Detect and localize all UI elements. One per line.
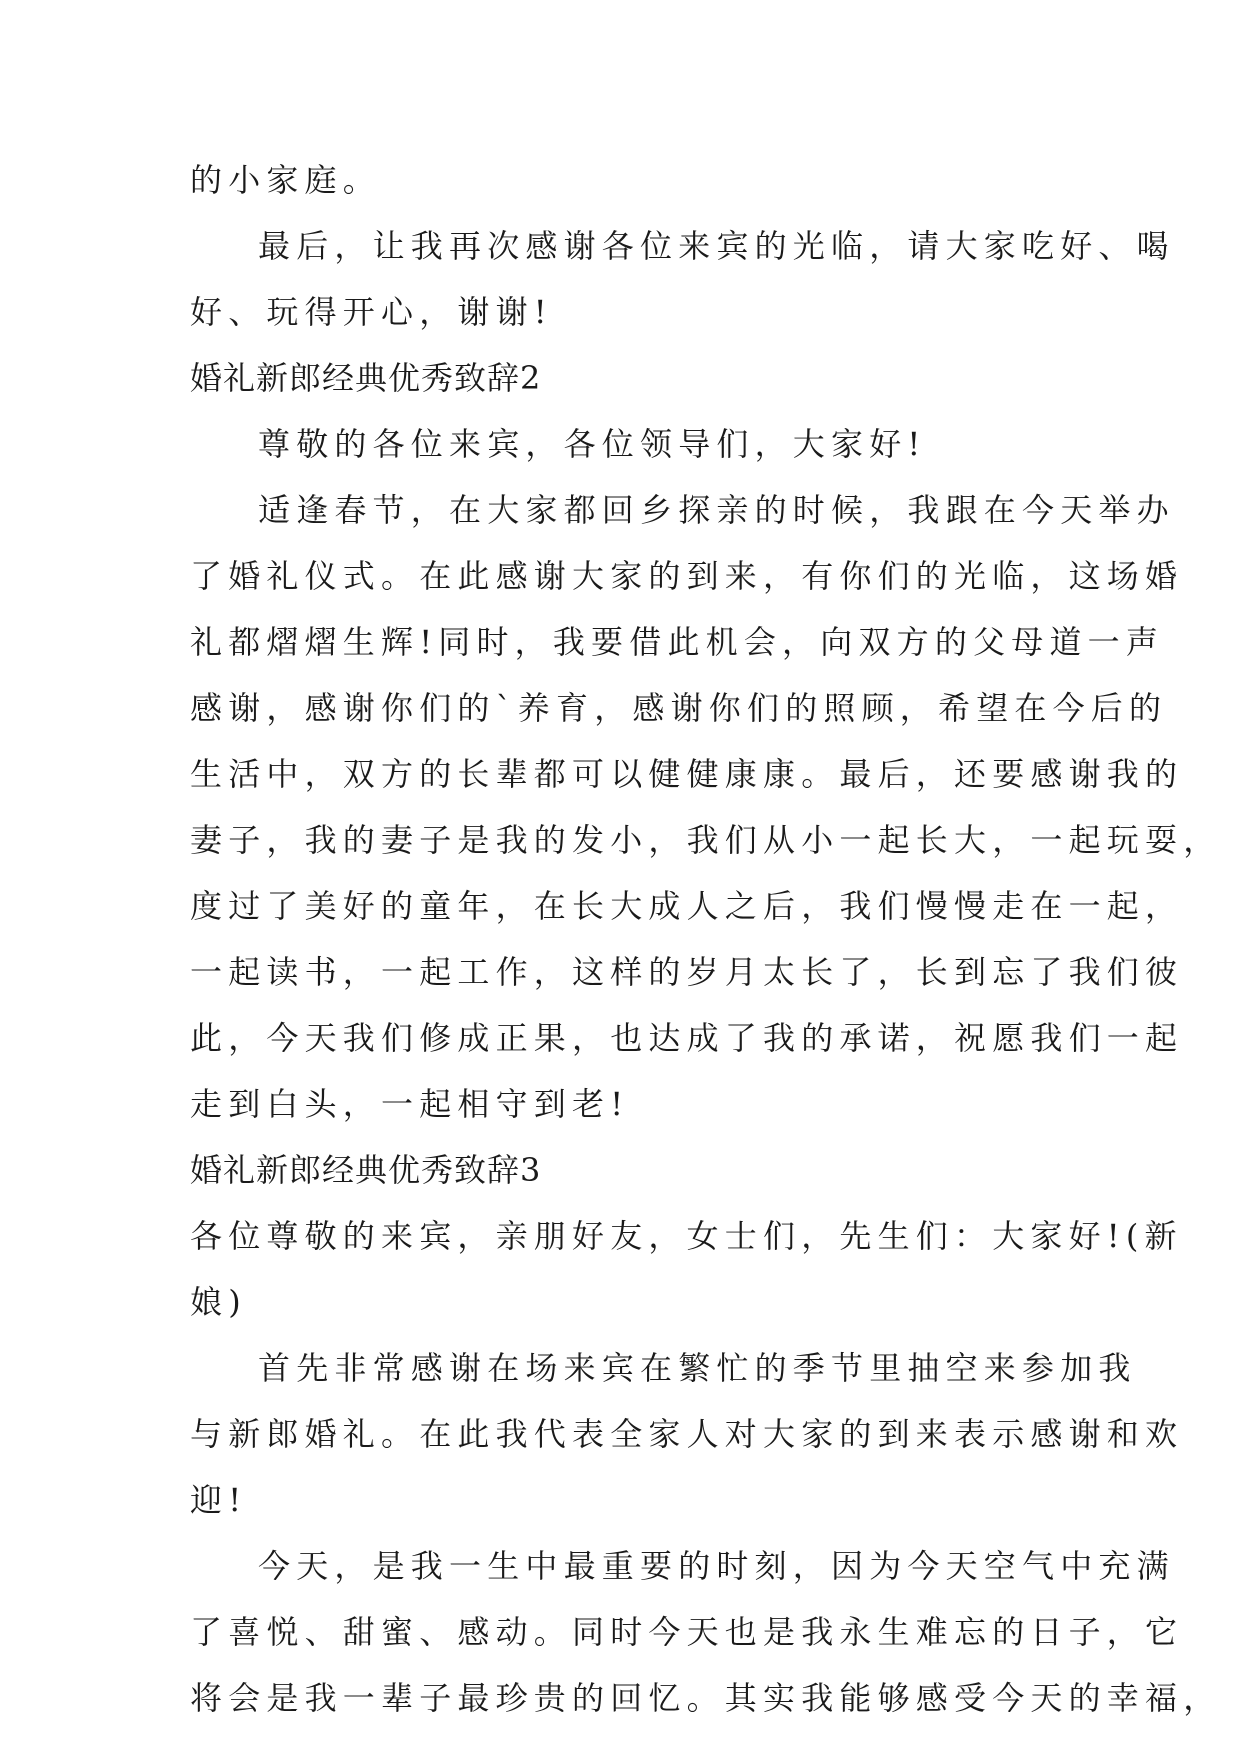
text-line: 一起读书，一起工作，这样的岁月太长了，长到忘了我们彼	[190, 953, 1184, 991]
text-line: 迎!	[190, 1481, 248, 1519]
paragraph-start: 今天，是我一生中最重要的时刻，因为今天空气中充满	[258, 1547, 1175, 1585]
text-line: 了婚礼仪式。在此感谢大家的到来，有你们的光临，这场婚	[190, 557, 1184, 595]
text-line: 了喜悦、甜蜜、感动。同时今天也是我永生难忘的日子，它	[190, 1613, 1184, 1651]
text-line: 的小家庭。	[190, 161, 382, 199]
text-line: 度过了美好的童年，在长大成人之后，我们慢慢走在一起，	[190, 887, 1184, 925]
text-line: 走到白头，一起相守到老!	[190, 1085, 630, 1123]
text-line: 礼都熠熠生辉!同时，我要借此机会，向双方的父母道一声	[190, 623, 1165, 661]
greeting-line: 尊敬的各位来宾，各位领导们，大家好!	[258, 425, 927, 463]
text-line: 妻子，我的妻子是我的发小，我们从小一起长大，一起玩耍，	[190, 821, 1222, 859]
section-heading: 婚礼新郎经典优秀致辞2	[190, 359, 542, 397]
text-line: 将会是我一辈子最珍贵的回忆。其实我能够感受今天的幸福，	[190, 1679, 1222, 1717]
text-line: 娘)	[190, 1283, 247, 1321]
text-line: 此，今天我们修成正果，也达成了我的承诺，祝愿我们一起	[190, 1019, 1184, 1057]
paragraph-start: 最后，让我再次感谢各位来宾的光临，请大家吃好、喝	[258, 227, 1175, 265]
text-line: 与新郎婚礼。在此我代表全家人对大家的到来表示感谢和欢	[190, 1415, 1184, 1453]
section-heading: 婚礼新郎经典优秀致辞3	[190, 1151, 542, 1189]
text-line: 生活中，双方的长辈都可以健健康康。最后，还要感谢我的	[190, 755, 1184, 793]
text-line: 好、玩得开心，谢谢!	[190, 293, 553, 331]
text-line: 感谢，感谢你们的`养育，感谢你们的照顾，希望在今后的	[190, 689, 1168, 727]
greeting-line: 各位尊敬的来宾，亲朋好友，女士们，先生们：大家好!(新	[190, 1217, 1183, 1255]
paragraph-start: 适逢春节，在大家都回乡探亲的时候，我跟在今天举办	[258, 491, 1175, 529]
paragraph-start: 首先非常感谢在场来宾在繁忙的季节里抽空来参加我	[258, 1349, 1137, 1387]
